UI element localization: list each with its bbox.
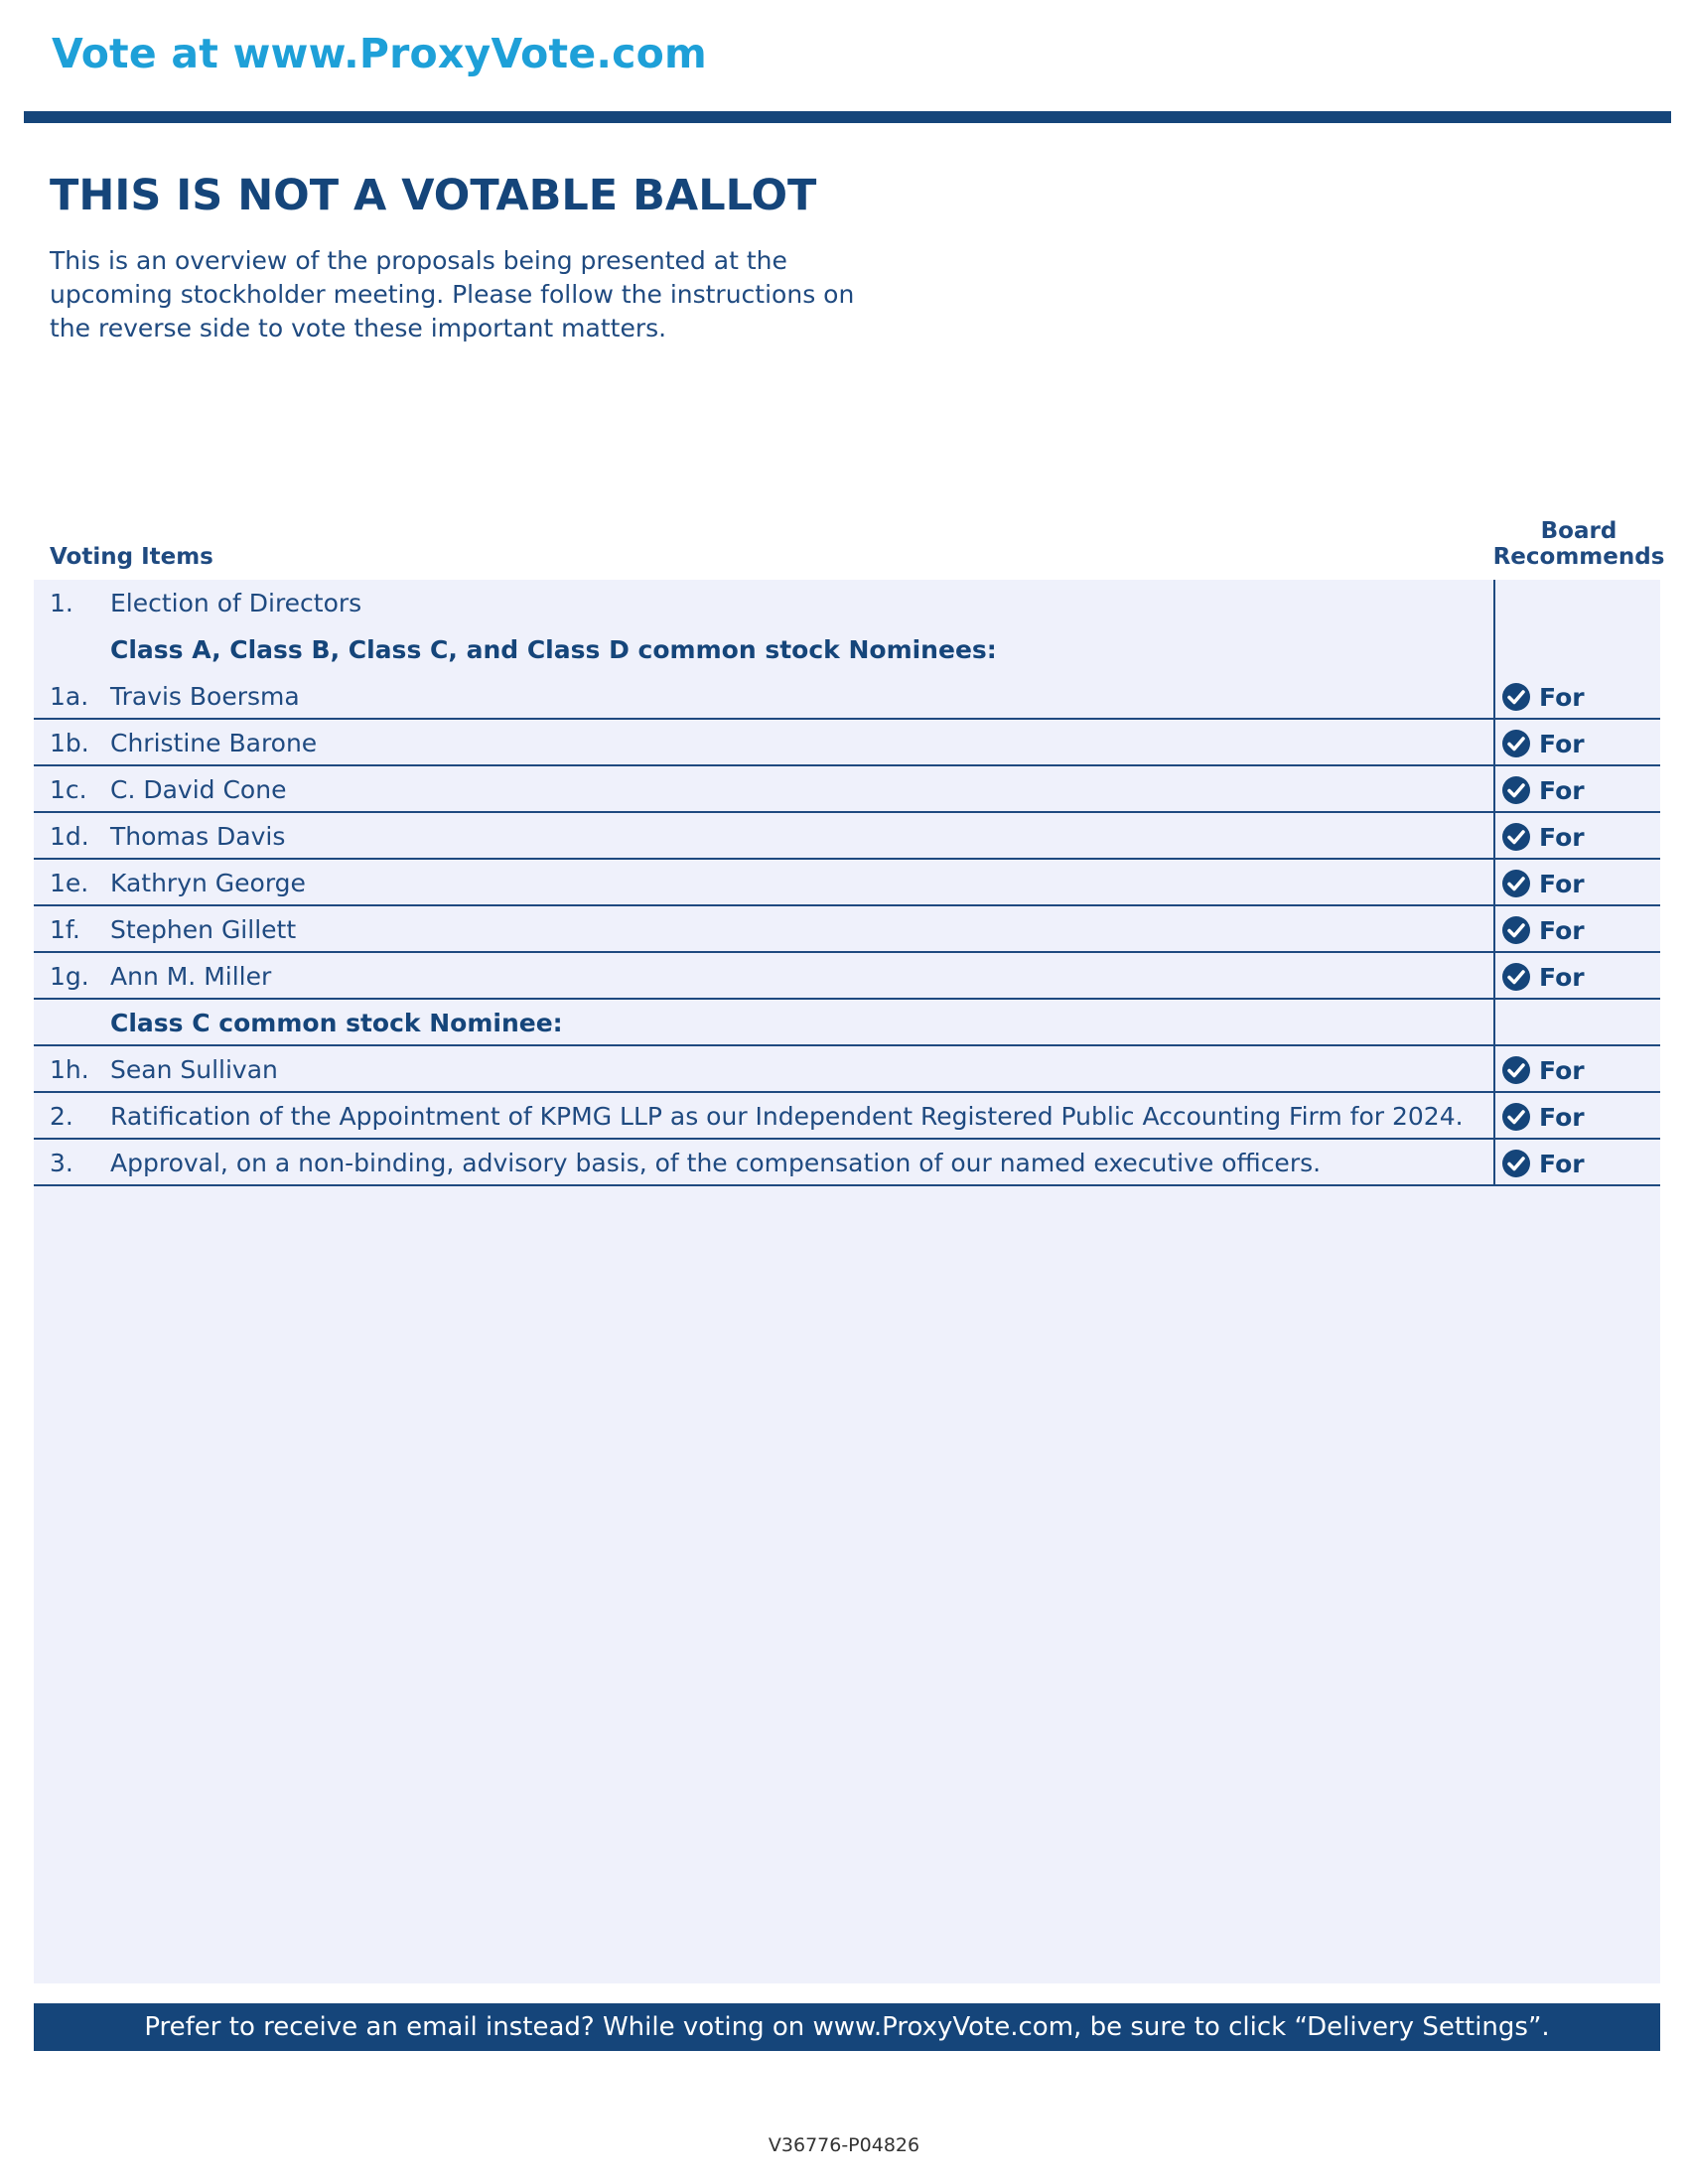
check-circle-icon [1501, 775, 1531, 805]
item-label: Christine Barone [110, 729, 318, 757]
check-circle-icon [1501, 729, 1531, 758]
board-recommends-line2: Recommends [1492, 544, 1665, 570]
column-divider [1493, 1046, 1495, 1091]
board-recommendation [1501, 729, 1585, 758]
column-divider [1493, 953, 1495, 998]
recommendation-label: For [1539, 1102, 1585, 1132]
ballot-intro-text: This is an overview of the proposals being presented at the upcoming stockholder meeting. Please follow the instructions on the reverse side to vote these important matters. [50, 246, 855, 342]
check-circle-icon [1501, 915, 1531, 945]
item-number: 1e. [50, 869, 89, 897]
item-number: 1d. [50, 822, 89, 851]
item-label: Ratification of the Appointment of KPMG LLP as our Independent Registered Public Accounting Firm for 2024. [110, 1102, 1464, 1131]
group-heading: Class A, Class B, Class C, and Class D common stock Nominees: [110, 635, 997, 664]
item-number: 1f. [50, 915, 80, 944]
board-recommends-header [1484, 518, 1673, 570]
item-label: Travis Boersma [110, 682, 300, 711]
recommendation-label: For [1539, 915, 1585, 945]
header-divider-bar [24, 111, 1671, 123]
recommendation-label: For [1539, 822, 1585, 852]
check-circle-icon [1501, 869, 1531, 898]
item-number: 1. [50, 589, 73, 617]
board-recommendation [1501, 1149, 1585, 1178]
board-recommendation [1501, 682, 1585, 712]
table-row [34, 580, 1660, 626]
board-recommendation [1501, 775, 1585, 805]
table-row [34, 1093, 1660, 1140]
check-circle-icon [1501, 1055, 1531, 1085]
delivery-settings-message: Prefer to receive an email instead? While voting on www.ProxyVote.com, be sure to click “Delivery Settings”. [144, 2012, 1550, 2042]
board-recommendation [1501, 915, 1585, 945]
voting-items-header: Voting Items [50, 544, 213, 570]
voting-items-table [34, 580, 1660, 1186]
table-row [34, 673, 1660, 720]
item-number: 1c. [50, 775, 87, 804]
ballot-title: THIS IS NOT A VOTABLE BALLOT [50, 171, 817, 220]
item-label: Kathryn George [110, 869, 306, 897]
item-number: 1a. [50, 682, 89, 711]
item-label: Sean Sullivan [110, 1055, 278, 1084]
check-circle-icon [1501, 1102, 1531, 1132]
check-circle-icon [1501, 962, 1531, 992]
table-row [34, 906, 1660, 953]
recommendation-label: For [1539, 962, 1585, 992]
table-row [34, 1046, 1660, 1093]
board-recommendation [1501, 1055, 1585, 1085]
header-proxyvote-title: Vote at www.ProxyVote.com [52, 30, 707, 77]
table-row [34, 953, 1660, 1000]
column-divider [1493, 1093, 1495, 1138]
recommendation-label: For [1539, 1055, 1585, 1085]
board-recommendation [1501, 869, 1585, 898]
item-number: 1b. [50, 729, 89, 757]
column-divider [1493, 860, 1495, 904]
item-label: Thomas Davis [110, 822, 286, 851]
board-recommendation [1501, 1102, 1585, 1132]
column-divider [1493, 813, 1495, 858]
column-divider [1493, 766, 1495, 811]
document-code: V36776-P04826 [768, 2134, 920, 2156]
check-circle-icon [1501, 822, 1531, 852]
item-label: C. David Cone [110, 775, 287, 804]
recommendation-label: For [1539, 682, 1585, 712]
item-number: 2. [50, 1102, 73, 1131]
column-divider [1493, 626, 1495, 673]
item-label: Ann M. Miller [110, 962, 272, 991]
column-divider [1493, 580, 1495, 626]
table-row-group-heading [34, 1000, 1660, 1046]
item-number: 1g. [50, 962, 89, 991]
board-recommendation [1501, 962, 1585, 992]
delivery-settings-banner [34, 2003, 1660, 2051]
group-heading: Class C common stock Nominee: [110, 1009, 563, 1037]
item-number: 1h. [50, 1055, 89, 1084]
item-label: Election of Directors [110, 589, 362, 617]
check-circle-icon [1501, 682, 1531, 712]
table-row [34, 860, 1660, 906]
check-circle-icon [1501, 1149, 1531, 1178]
table-row [34, 1140, 1660, 1186]
column-divider [1493, 1000, 1495, 1044]
table-row [34, 766, 1660, 813]
recommendation-label: For [1539, 775, 1585, 805]
board-recommends-line1: Board [1540, 518, 1618, 544]
item-label: Stephen Gillett [110, 915, 297, 944]
recommendation-label: For [1539, 869, 1585, 898]
column-divider [1493, 1140, 1495, 1184]
item-label: Approval, on a non-binding, advisory basis, of the compensation of our named executive officers. [110, 1149, 1322, 1177]
board-recommendation [1501, 822, 1585, 852]
column-divider [1493, 906, 1495, 951]
column-divider [1493, 720, 1495, 764]
recommendation-label: For [1539, 1149, 1585, 1178]
table-row [34, 813, 1660, 860]
table-row [34, 720, 1660, 766]
item-number: 3. [50, 1149, 73, 1177]
table-row-group-heading [34, 626, 1660, 673]
recommendation-label: For [1539, 729, 1585, 758]
column-divider [1493, 673, 1495, 718]
